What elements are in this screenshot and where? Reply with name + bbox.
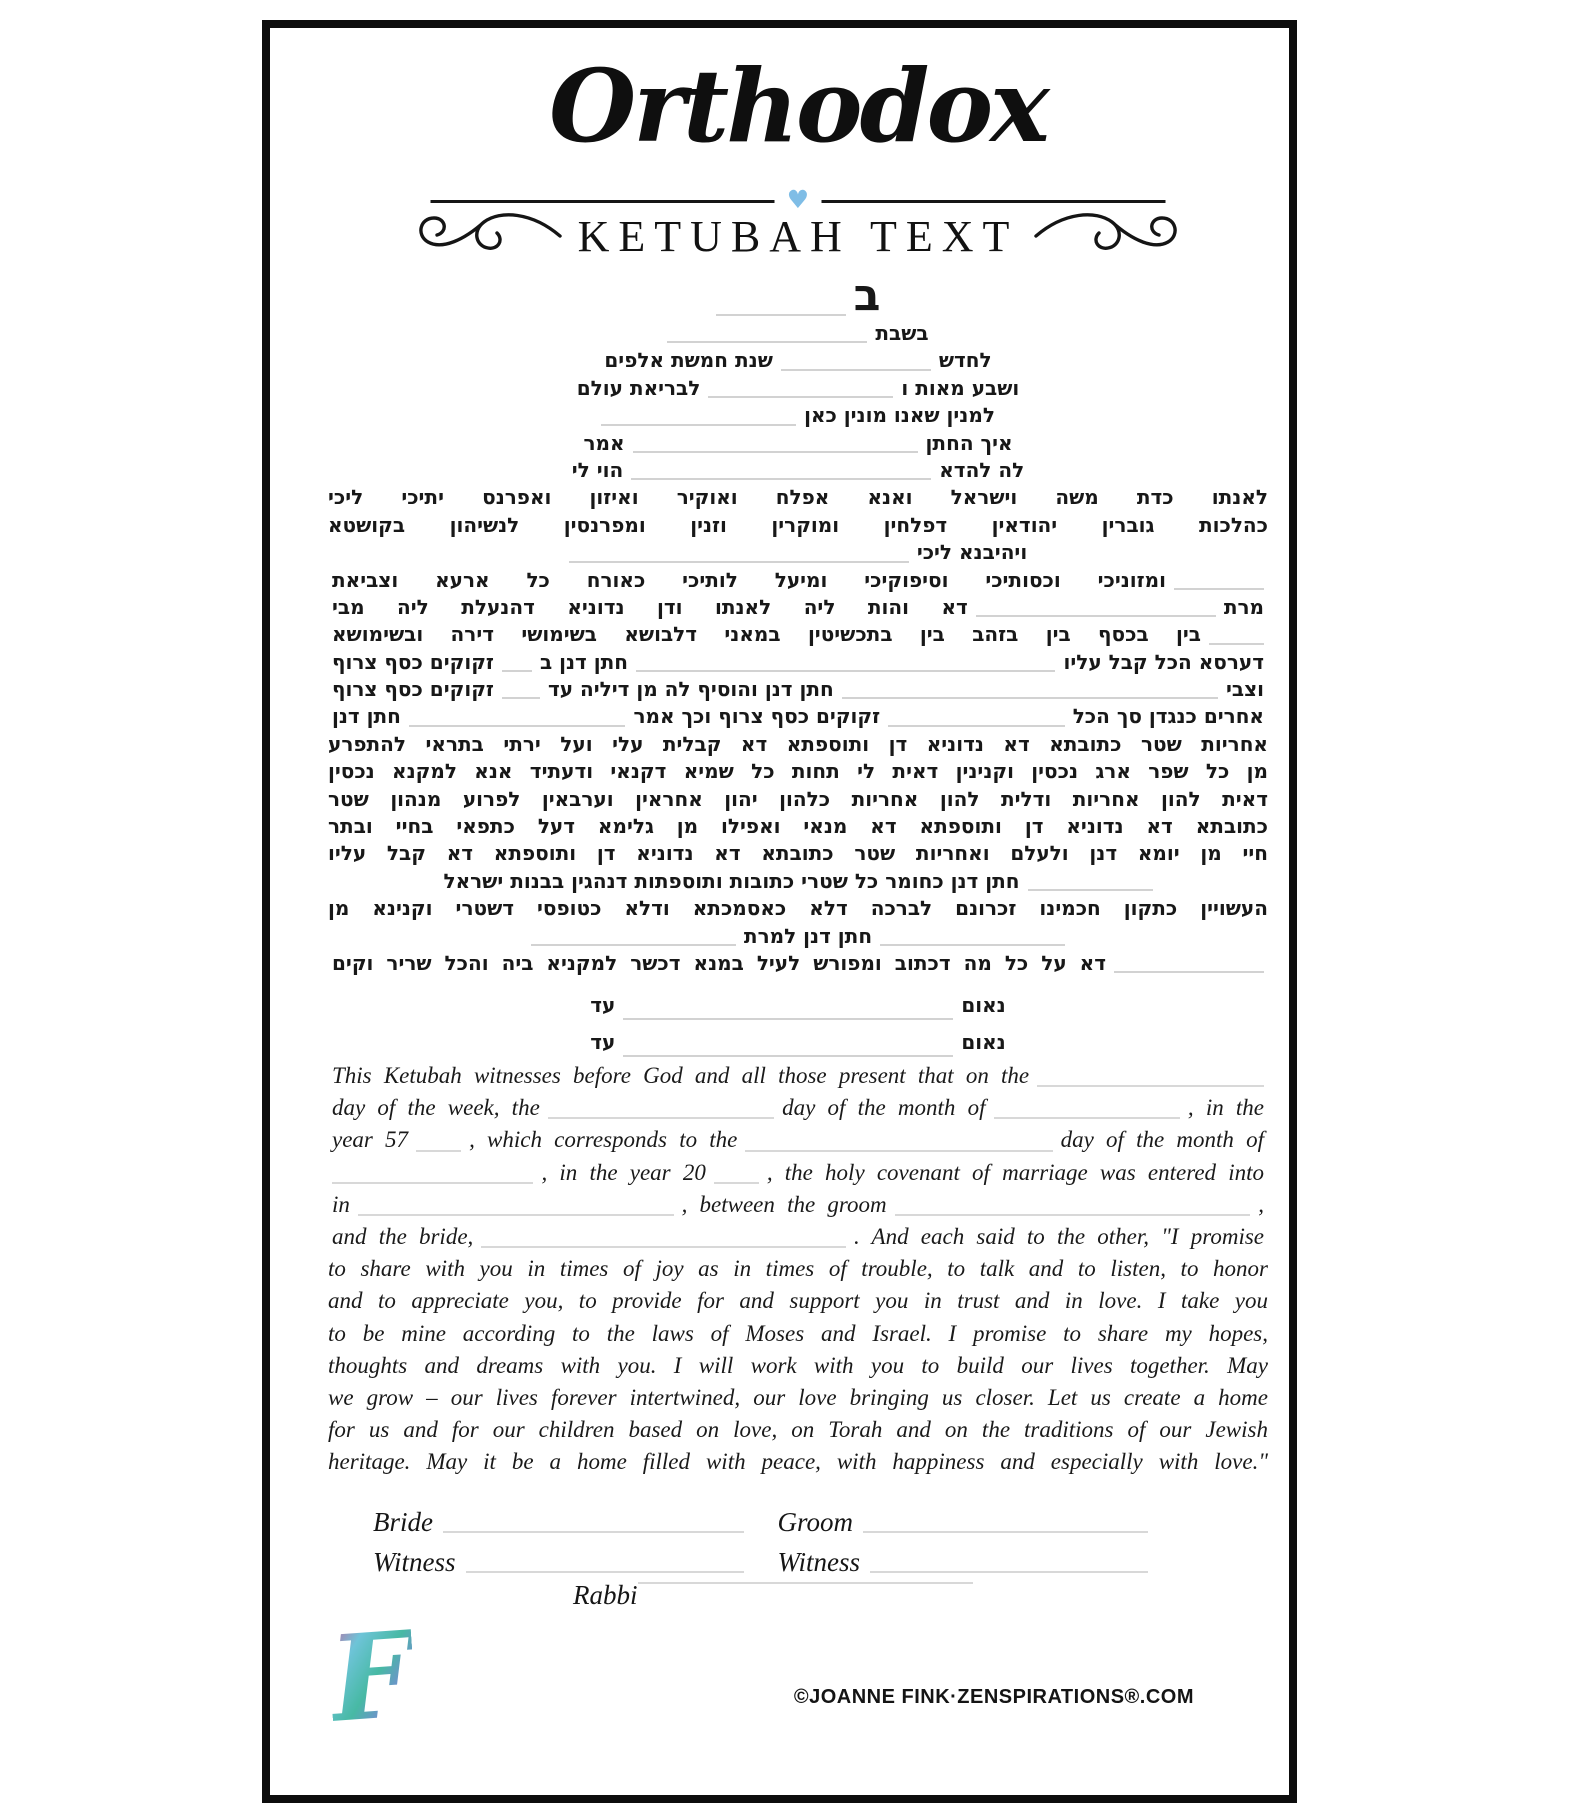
text-run: חתן דנן למרת bbox=[743, 923, 873, 948]
blank-field bbox=[502, 695, 540, 699]
english-text-block bbox=[328, 1060, 1268, 1478]
english-line bbox=[328, 1221, 1268, 1253]
page-subtitle: KETUBAH TEXT bbox=[577, 211, 1019, 261]
hebrew-line bbox=[328, 320, 1268, 347]
hebrew-line: כהלכות גוברין יהודאין דפלחין ומוקרין וזנין ומפרנסין לנשיהון בקושטא bbox=[328, 512, 1268, 537]
text-run: מרת bbox=[1223, 594, 1264, 619]
text-run: לחדש bbox=[938, 348, 992, 373]
text-run: איך החתן bbox=[925, 430, 1013, 455]
zenspirations-f-logo: F bbox=[325, 1604, 419, 1749]
text-run: , in the year 20 bbox=[541, 1159, 706, 1185]
text-run: נאום bbox=[961, 993, 1006, 1018]
blank-field bbox=[880, 942, 1065, 946]
hebrew-line bbox=[328, 950, 1268, 977]
text-run: בין בכסף בין בזהב בין בתכשיטין במאני דלבושא בשימושי דירה ובשימושא bbox=[332, 622, 1201, 647]
witness-right-signature-line bbox=[870, 1569, 1148, 1573]
hebrew-witness-line bbox=[328, 987, 1268, 1024]
text-run: לבריאת עולם bbox=[576, 375, 701, 400]
blank-field bbox=[716, 312, 846, 316]
text-run: ושבע מאות ו bbox=[901, 375, 1020, 400]
hebrew-line bbox=[328, 539, 1268, 566]
english-line bbox=[328, 1060, 1268, 1092]
text-run: . And each said to the other, "I promise bbox=[854, 1223, 1264, 1249]
blank-field bbox=[1028, 887, 1153, 891]
blank-field bbox=[416, 1148, 461, 1152]
hebrew-line: העשויין כתקון חכמינו זכרונם לברכה דלא כאסמכתא ודלא כטופסי דשטרי וקנינא מן bbox=[328, 896, 1268, 921]
signature-row-witnesses bbox=[373, 1540, 1148, 1580]
blank-field bbox=[636, 668, 1055, 672]
english-line: heritage. May it be a home filled with peace, with happiness and especially with love." bbox=[328, 1449, 1268, 1475]
subtitle-row bbox=[328, 200, 1268, 272]
blank-field bbox=[569, 559, 909, 563]
text-run: חתן דנן והוסיף לה מן דיליה עד bbox=[547, 677, 834, 702]
hebrew-line: חיי מן יומא דנן ולעלם ואחריות שטר כתובתא דא נדוניא דן ותוספתא דא קבל עליו bbox=[328, 841, 1268, 866]
signature-row-bride-groom bbox=[373, 1500, 1148, 1540]
blank-field bbox=[502, 668, 532, 672]
text-run: day of the month of bbox=[782, 1095, 986, 1121]
text-run: חתן דנן כחומר כל שטרי כתובות ותוספתות דנהגין בבנות ישראל bbox=[443, 868, 1020, 893]
rabbi-signature bbox=[573, 1580, 973, 1622]
text-run: , between the groom bbox=[681, 1191, 887, 1217]
blank-field bbox=[976, 613, 1216, 617]
text-run: זקוקים כסף צרוף וכך אמר bbox=[633, 704, 881, 729]
english-line: to share with you in times of joy as in times of trouble, to talk and to listen, to honor bbox=[328, 1256, 1268, 1282]
blank-field bbox=[842, 695, 1218, 699]
text-run: אחרים כנגדן סך הכל bbox=[1072, 704, 1264, 729]
english-line: we grow – our lives forever intertwined, our love bringing us closer. Let us create a home bbox=[328, 1384, 1268, 1410]
text-run: הוי לי bbox=[571, 457, 624, 482]
blank-field bbox=[895, 1212, 1251, 1216]
english-line bbox=[328, 1189, 1268, 1221]
text-run: דא על כל מה דכתוב ומפורש לעיל במנא דכשר למקניא ביה והכל שריר וקים bbox=[332, 950, 1106, 975]
text-run: שנת חמשת אלפים bbox=[604, 348, 773, 373]
hebrew-line: לאנתו כדת משה וישראל ואנא אפלח ואוקיר ואיזון ואפרנס יתיכי ליכי bbox=[328, 485, 1268, 510]
blank-field bbox=[1209, 641, 1264, 645]
groom-signature bbox=[778, 1500, 1149, 1540]
signature-section bbox=[373, 1500, 1148, 1622]
heart-icon: ♥ bbox=[786, 185, 810, 214]
text-run: ומזוניכי וכסותיכי וסיפוקיכי ומיעל לותיכי כאורח כל ארעא וצביאת bbox=[332, 567, 1166, 592]
hebrew-line bbox=[328, 621, 1268, 648]
hebrew-line bbox=[328, 923, 1268, 950]
text-run: עד bbox=[590, 993, 616, 1018]
groom-label: Groom bbox=[777, 1507, 854, 1537]
bride-signature-line bbox=[443, 1529, 744, 1533]
blank-field bbox=[888, 723, 1065, 727]
hebrew-line: דאית להון אחריות ודלית להון אחריות כלהון יהון אחראין וערבאין לפרוע מנהון שטר bbox=[328, 786, 1268, 811]
blank-field bbox=[667, 339, 867, 343]
text-run: חתן דנן ב bbox=[539, 649, 629, 674]
english-line: to be mine according to the laws of Moses and Israel. I promise to share my hopes, bbox=[328, 1320, 1268, 1346]
text-run: , in the bbox=[1187, 1095, 1265, 1121]
text-run: לה להדא bbox=[939, 457, 1025, 482]
hebrew-line: כתובתא דא נדוניא דן ותוספתא דא מנאי ואפילו מן גלימא דעל כתפאי בחיי ובתר bbox=[328, 814, 1268, 839]
blank-field bbox=[745, 1148, 1052, 1152]
text-run: בשבת bbox=[875, 320, 929, 345]
text-run: ויהיבנא ליכי bbox=[916, 540, 1028, 565]
blank-field bbox=[708, 394, 893, 398]
text-run: , which corresponds to the bbox=[469, 1127, 738, 1153]
blank-field bbox=[358, 1212, 674, 1216]
hebrew-line: אחריות שטר כתובתא דא נדוניא דן ותוספתא דא קבלית עלי ועל ירתי בתראי להתפרע bbox=[328, 731, 1268, 756]
english-line: and to appreciate you, to provide for and support you in trust and in love. I take you bbox=[328, 1288, 1268, 1314]
text-run: למנין שאנו מונין כאן bbox=[804, 403, 995, 428]
hebrew-line bbox=[328, 457, 1268, 484]
text-run: day of the month of bbox=[1060, 1127, 1264, 1153]
hebrew-line bbox=[328, 347, 1268, 374]
blank-field bbox=[1037, 1083, 1264, 1087]
blank-field bbox=[623, 1016, 953, 1020]
text-run: ב bbox=[853, 270, 881, 321]
english-line: thoughts and dreams with you. I will work with you to build our lives together. May bbox=[328, 1352, 1268, 1378]
text-run: , bbox=[1258, 1191, 1264, 1217]
blank-field bbox=[631, 476, 931, 480]
copyright-text: ©JOANNE FINK·ZENSPIRATIONS®.COM bbox=[793, 1686, 1194, 1708]
blank-field bbox=[601, 422, 796, 426]
witness-right-label: Witness bbox=[777, 1547, 861, 1577]
hebrew-line bbox=[328, 266, 1268, 320]
text-run: וצבי bbox=[1225, 677, 1264, 702]
text-run: and the bride, bbox=[332, 1223, 474, 1249]
hebrew-line bbox=[328, 594, 1268, 621]
text-run: אמר bbox=[583, 430, 625, 455]
bride-signature bbox=[373, 1500, 744, 1540]
blank-field bbox=[548, 1115, 774, 1119]
text-run: זקוקים כסף צרוף bbox=[332, 649, 494, 674]
hebrew-line bbox=[328, 402, 1268, 429]
blank-field bbox=[481, 1244, 846, 1248]
blank-field bbox=[714, 1180, 759, 1184]
hebrew-line bbox=[328, 676, 1268, 703]
hebrew-witness-line bbox=[328, 1024, 1268, 1061]
text-run: דא והות ליה לאנתו ודן נדוניא דהנעלת ליה מבי bbox=[332, 594, 968, 619]
text-run: דערסא הכל קבל עליו bbox=[1063, 649, 1264, 674]
hebrew-line: מן כל שפר ארג נכסין וקנינין דאית לי תחות כל שמיא דקנאי ודעתיד אנא למקנא נכסין bbox=[328, 759, 1268, 784]
hebrew-line bbox=[328, 703, 1268, 730]
text-run: This Ketubah witnesses before God and all those present that on the bbox=[332, 1062, 1030, 1088]
page-title: Orthodox bbox=[549, 47, 1047, 165]
blank-field bbox=[623, 1053, 953, 1057]
blank-field bbox=[332, 1180, 533, 1184]
flourish-right-icon bbox=[1034, 206, 1184, 267]
english-line bbox=[328, 1124, 1268, 1156]
english-line: for us and for our children based on love, on Torah and on the traditions of our Jewish bbox=[328, 1417, 1268, 1443]
text-run: נאום bbox=[961, 1030, 1006, 1055]
witness-left-signature bbox=[373, 1540, 744, 1580]
document-border-frame bbox=[262, 20, 1297, 1803]
hebrew-witness-lines bbox=[328, 987, 1268, 1061]
text-run: in bbox=[332, 1191, 350, 1217]
text-run: עד bbox=[590, 1030, 616, 1055]
hebrew-line bbox=[328, 868, 1268, 895]
blank-field bbox=[531, 942, 736, 946]
blank-field bbox=[1174, 586, 1264, 590]
hebrew-line bbox=[328, 375, 1268, 402]
witness-left-label: Witness bbox=[373, 1547, 456, 1577]
hebrew-line bbox=[328, 649, 1268, 676]
blank-field bbox=[409, 723, 626, 727]
blank-field bbox=[1114, 969, 1264, 973]
hebrew-line bbox=[328, 430, 1268, 457]
witness-left-signature-line bbox=[466, 1569, 744, 1573]
rabbi-signature-line bbox=[638, 1580, 974, 1584]
text-run: חתן דנן bbox=[332, 704, 401, 729]
blank-field bbox=[994, 1115, 1180, 1119]
flourish-left-icon bbox=[412, 206, 562, 267]
english-line bbox=[328, 1092, 1268, 1124]
blank-field bbox=[633, 449, 918, 453]
blank-field bbox=[781, 367, 931, 371]
groom-signature-line bbox=[863, 1529, 1148, 1533]
hebrew-text-block bbox=[328, 266, 1268, 1061]
witness-right-signature bbox=[778, 1540, 1149, 1580]
hebrew-line bbox=[328, 567, 1268, 594]
english-line bbox=[328, 1157, 1268, 1189]
text-run: , the holy covenant of marriage was entered into bbox=[766, 1159, 1264, 1185]
text-run: זקוקים כסף צרוף bbox=[332, 677, 494, 702]
text-run: day of the week, the bbox=[332, 1095, 540, 1121]
text-run: year 57 bbox=[332, 1127, 409, 1153]
bride-label: Bride bbox=[373, 1507, 433, 1537]
rabbi-label: Rabbi bbox=[573, 1580, 638, 1610]
document-content bbox=[325, 28, 1268, 1795]
hebrew-lines bbox=[328, 266, 1268, 977]
